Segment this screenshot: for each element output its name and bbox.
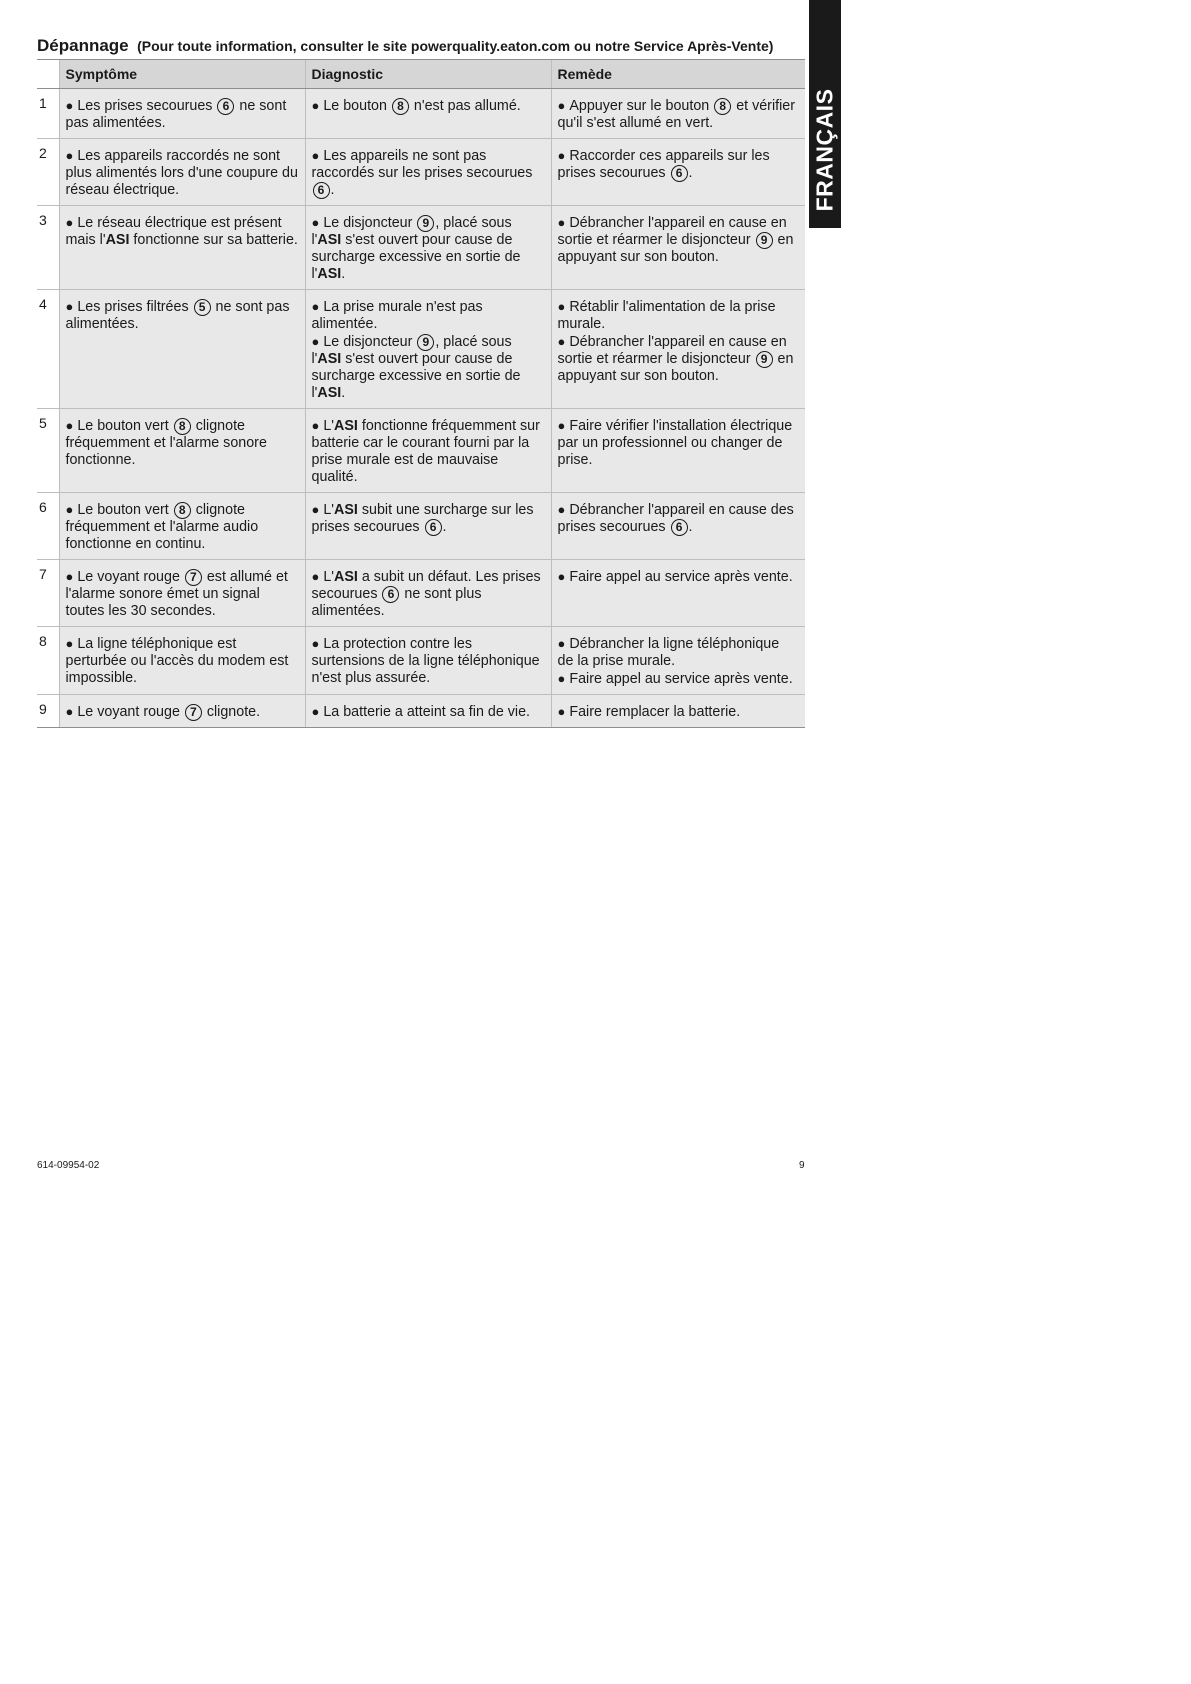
- bullet-icon: ●: [557, 502, 566, 517]
- circled-number-9: 9: [756, 232, 773, 249]
- cell-paragraph: ● La ligne téléphonique est perturbée ou l'accès du modem est impossible.: [65, 636, 289, 686]
- bullet-icon: ●: [311, 148, 320, 163]
- cell-paragraph: ● Faire appel au service après vente.: [557, 569, 793, 585]
- cell-paragraph: ● Les prises secourues 6 ne sont pas alimentées.: [65, 98, 287, 131]
- bold-term: ASI: [317, 351, 342, 367]
- cell-paragraph: ● Les appareils ne sont pas raccordés sur les prises secourues 6 .: [311, 148, 533, 198]
- row-number: 8: [37, 627, 59, 695]
- table-row: [37, 695, 805, 728]
- bullet-icon: ●: [557, 636, 566, 651]
- bullet-icon: ●: [311, 299, 320, 314]
- bullet-icon: ●: [65, 148, 74, 163]
- symptom-cell: [59, 493, 305, 560]
- circled-number-6: 6: [671, 519, 688, 536]
- cell-paragraph: ● Rétablir l'alimentation de la prise murale.: [557, 299, 776, 332]
- row-number: 3: [37, 206, 59, 290]
- table-row: [37, 409, 805, 493]
- row-number: 9: [37, 695, 59, 728]
- remedy-cell: [551, 409, 805, 493]
- circled-number-9: 9: [417, 215, 434, 232]
- language-side-tab: [809, 0, 841, 228]
- cell-paragraph: ● Débrancher la ligne téléphonique de la prise murale.: [557, 636, 780, 669]
- symptom-cell: [59, 695, 305, 728]
- cell-paragraph: ● Débrancher l'appareil en cause des prises secourues 6 .: [557, 502, 794, 535]
- remedy-cell: [551, 695, 805, 728]
- cell-paragraph: ● Le disjoncteur 9 , placé sous l'ASI s'est ouvert pour cause de surcharge excessive en sortie de l'ASI.: [311, 215, 521, 282]
- circled-number-8: 8: [392, 98, 409, 115]
- table-row: [37, 627, 805, 695]
- cell-paragraph: ● Le réseau électrique est présent mais l'ASI fonctionne sur sa batterie.: [65, 215, 298, 248]
- diagnostic-cell: [305, 627, 551, 695]
- cell-paragraph: ● Débrancher l'appareil en cause en sortie et réarmer le disjoncteur 9 en appuyant sur son bouton.: [557, 215, 794, 265]
- bullet-icon: ●: [311, 704, 320, 719]
- bullet-icon: ●: [65, 502, 74, 517]
- cell-paragraph: ● Les appareils raccordés ne sont plus alimentés lors d'une coupure du réseau électrique.: [65, 148, 298, 198]
- circled-number-6: 6: [425, 519, 442, 536]
- bullet-icon: ●: [311, 418, 320, 433]
- document-number: 614-09954-02: [37, 1160, 100, 1171]
- symptom-cell: [59, 409, 305, 493]
- cell-paragraph: ● La batterie a atteint sa fin de vie.: [311, 704, 531, 720]
- cell-paragraph: ● Le voyant rouge 7 clignote.: [65, 704, 261, 720]
- circled-number-8: 8: [714, 98, 731, 115]
- remedy-cell: [551, 206, 805, 290]
- troubleshooting-table: [37, 59, 805, 728]
- table-row: [37, 206, 805, 290]
- cell-paragraph: ● Faire vérifier l'installation électrique par un professionnel ou changer de prise.: [557, 418, 793, 468]
- circled-number-7: 7: [185, 704, 202, 721]
- symptom-cell: [59, 89, 305, 139]
- cell-paragraph: ● L'ASI fonctionne fréquemment sur batterie car le courant fourni par la prise murale est de mauvaise qualité.: [311, 418, 540, 485]
- bullet-icon: ●: [557, 334, 566, 349]
- bullet-icon: ●: [65, 299, 74, 314]
- diagnostic-cell: [305, 695, 551, 728]
- section-heading: [37, 36, 817, 56]
- remedy-cell: [551, 493, 805, 560]
- diagnostic-cell: [305, 290, 551, 409]
- header-symptom: Symptôme: [59, 60, 305, 89]
- row-number: 6: [37, 493, 59, 560]
- page-number: 9: [799, 1160, 805, 1171]
- header-remedy: Remède: [551, 60, 805, 89]
- diagnostic-cell: [305, 206, 551, 290]
- circled-number-5: 5: [194, 299, 211, 316]
- bold-term: ASI: [334, 569, 358, 585]
- bullet-icon: ●: [557, 569, 566, 584]
- bullet-icon: ●: [557, 148, 566, 163]
- remedy-cell: [551, 139, 805, 206]
- bullet-icon: ●: [311, 502, 320, 517]
- bold-term: ASI: [334, 502, 358, 518]
- row-number: 4: [37, 290, 59, 409]
- bullet-icon: ●: [65, 636, 74, 651]
- bullet-icon: ●: [65, 215, 74, 230]
- circled-number-6: 6: [382, 586, 399, 603]
- bullet-icon: ●: [311, 569, 320, 584]
- symptom-cell: [59, 560, 305, 627]
- diagnostic-cell: [305, 493, 551, 560]
- circled-number-6: 6: [313, 182, 330, 199]
- circled-number-7: 7: [185, 569, 202, 586]
- cell-paragraph: ● Appuyer sur le bouton 8 et vérifier qu'il s'est allumé en vert.: [557, 98, 795, 131]
- bullet-icon: ●: [557, 418, 566, 433]
- bullet-icon: ●: [311, 334, 320, 349]
- bullet-icon: ●: [65, 418, 74, 433]
- bullet-icon: ●: [65, 704, 74, 719]
- bold-term: ASI: [105, 232, 130, 248]
- circled-number-8: 8: [174, 502, 191, 519]
- bold-term: ASI: [317, 266, 342, 282]
- table-header-row: [37, 60, 805, 89]
- cell-paragraph: ● Faire appel au service après vente.: [557, 671, 793, 687]
- bullet-icon: ●: [65, 569, 74, 584]
- cell-paragraph: ● L'ASI a subit un défaut. Les prises secourues 6 ne sont plus alimentées.: [311, 569, 541, 619]
- cell-paragraph: ● Le bouton 8 n'est pas allumé.: [311, 98, 521, 114]
- header-number: [37, 60, 59, 89]
- table-row: [37, 89, 805, 139]
- cell-paragraph: ● La protection contre les surtensions de la ligne téléphonique n'est plus assurée.: [311, 636, 540, 686]
- diagnostic-cell: [305, 139, 551, 206]
- symptom-cell: [59, 139, 305, 206]
- language-label: FRANÇAIS: [811, 88, 838, 212]
- bullet-icon: ●: [311, 215, 320, 230]
- row-number: 7: [37, 560, 59, 627]
- diagnostic-cell: [305, 409, 551, 493]
- bold-term: ASI: [317, 232, 342, 248]
- row-number: 2: [37, 139, 59, 206]
- table-row: [37, 493, 805, 560]
- circled-number-9: 9: [417, 334, 434, 351]
- section-subtitle: (Pour toute information, consulter le site powerquality.eaton.com ou notre Service Après-Vente): [137, 38, 774, 54]
- cell-paragraph: ● Débrancher l'appareil en cause en sortie et réarmer le disjoncteur 9 en appuyant sur son bouton.: [557, 334, 794, 384]
- row-number: 5: [37, 409, 59, 493]
- cell-paragraph: ● Faire remplacer la batterie.: [557, 704, 741, 720]
- bullet-icon: ●: [557, 671, 566, 686]
- diagnostic-cell: [305, 89, 551, 139]
- cell-paragraph: ● Le voyant rouge 7 est allumé et l'alarme sonore émet un signal toutes les 30 secondes.: [65, 569, 288, 619]
- symptom-cell: [59, 206, 305, 290]
- cell-paragraph: ● Le bouton vert 8 clignote fréquemment et l'alarme audio fonctionne en continu.: [65, 502, 259, 552]
- cell-paragraph: ● La prise murale n'est pas alimentée.: [311, 299, 483, 332]
- table-row: [37, 560, 805, 627]
- bold-term: ASI: [334, 418, 358, 434]
- bold-term: ASI: [317, 385, 342, 401]
- cell-paragraph: ● Raccorder ces appareils sur les prises secourues 6 .: [557, 148, 770, 181]
- cell-paragraph: ● Le disjoncteur 9 , placé sous l'ASI s'est ouvert pour cause de surcharge excessive en sortie de l'ASI.: [311, 334, 521, 401]
- bullet-icon: ●: [557, 299, 566, 314]
- remedy-cell: [551, 290, 805, 409]
- cell-paragraph: ● Le bouton vert 8 clignote fréquemment et l'alarme sonore fonctionne.: [65, 418, 267, 468]
- bullet-icon: ●: [311, 98, 320, 113]
- remedy-cell: [551, 627, 805, 695]
- section-title: Dépannage: [37, 36, 129, 55]
- circled-number-9: 9: [756, 351, 773, 368]
- diagnostic-cell: [305, 560, 551, 627]
- symptom-cell: [59, 290, 305, 409]
- circled-number-6: 6: [671, 165, 688, 182]
- bullet-icon: ●: [557, 215, 566, 230]
- table-body: [37, 89, 805, 728]
- header-diagnostic: Diagnostic: [305, 60, 551, 89]
- bullet-icon: ●: [65, 98, 74, 113]
- row-number: 1: [37, 89, 59, 139]
- bullet-icon: ●: [557, 98, 566, 113]
- remedy-cell: [551, 89, 805, 139]
- table-row: [37, 139, 805, 206]
- cell-paragraph: ● Les prises filtrées 5 ne sont pas alimentées.: [65, 299, 290, 332]
- table-row: [37, 290, 805, 409]
- remedy-cell: [551, 560, 805, 627]
- bullet-icon: ●: [557, 704, 566, 719]
- circled-number-8: 8: [174, 418, 191, 435]
- symptom-cell: [59, 627, 305, 695]
- bullet-icon: ●: [311, 636, 320, 651]
- cell-paragraph: ● L'ASI subit une surcharge sur les prises secourues 6 .: [311, 502, 534, 535]
- circled-number-6: 6: [217, 98, 234, 115]
